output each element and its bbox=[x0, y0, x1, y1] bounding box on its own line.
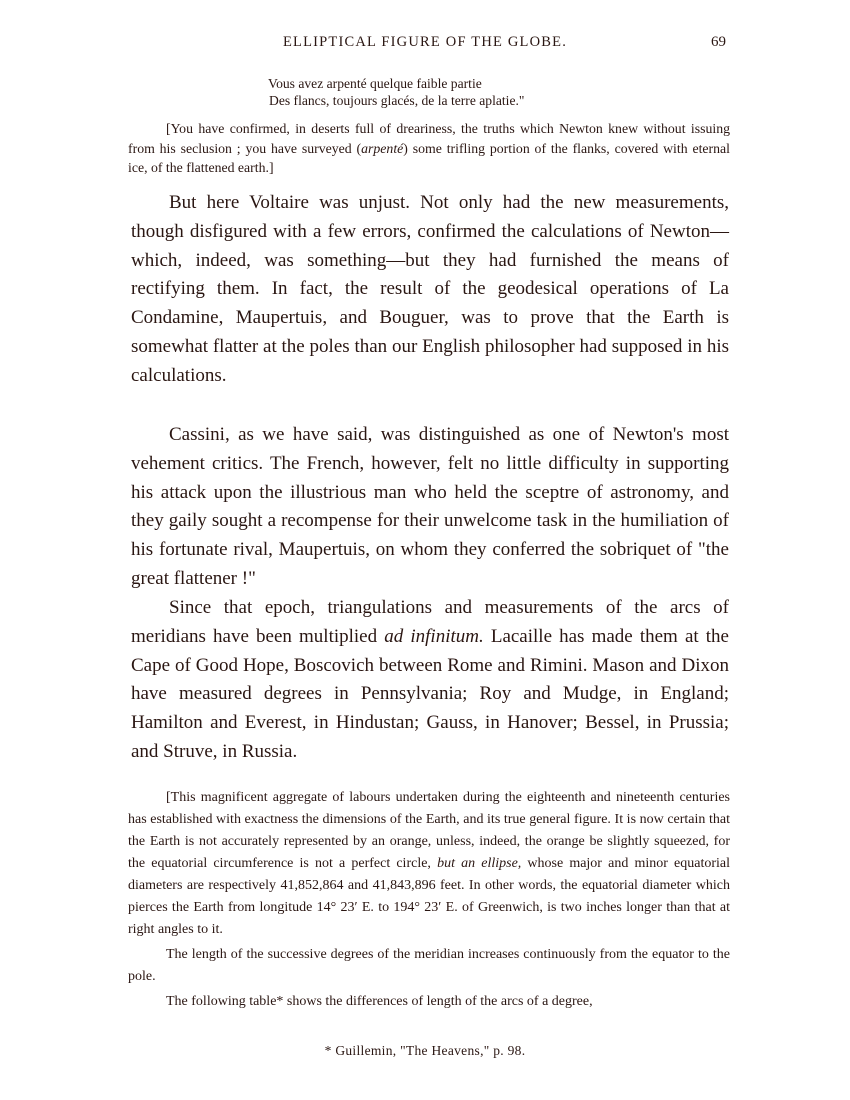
note-italic: arpenté bbox=[361, 140, 404, 156]
note-paragraph: The following table* shows the differences of length of the arcs of a degree, bbox=[166, 994, 593, 1009]
footnote: * Guillemin, "The Heavens," p. 98. bbox=[324, 1043, 526, 1058]
paragraph-text: Cassini, as we have said, was distinguished as one of Newton's most vehement critics. The French, however, felt no little difficulty in supporting his attack upon the illustrious man who held the sceptre of astronomy, and they gaily sought a recompense for their unwelcome task in the humiliation of his fortunate rival, Maupertuis, on whom they conferred the sobriquet of "the great flattener !" bbox=[131, 424, 729, 589]
verse-line: Vous avez arpenté quelque faible partie bbox=[268, 76, 482, 91]
note-paragraph bbox=[128, 787, 730, 941]
verse-quote bbox=[268, 75, 688, 109]
paragraph-text-part: Lacaille has made them at the Cape of Good Hope, Boscovich between Rome and Rimini. Mason and Dixon have measured degrees in Pennsylvania; Roy and Mudge, in England; Hamilton and Everest, in Hindustan; Gauss, in Hanover; Bessel, in Prussia; and Struve, in Russia. bbox=[131, 625, 729, 762]
note-paragraph: The length of the successive degrees of the meridian increases continuously from the equator to the pole. bbox=[128, 947, 730, 984]
paragraph-text-part: Since that epoch, triangulations and measurements of the arcs of meridians have been multiplied bbox=[131, 597, 729, 647]
note-text: [This magnificent aggregate of labours undertaken during the eighteenth and nineteenth centuries has established with exactness the dimensions of the Earth, and its true general figure. It is now certain that the Earth is not accurately represented by an orange, unless, indeed, the orange be slightly squeezed, for the equatorial circumference is not a perfect circle, bbox=[128, 790, 730, 871]
note-text: ) some trifling portion of the flanks, covered with eternal ice, of the flattened earth.] bbox=[128, 140, 730, 175]
running-title: ELLIPTICAL FIGURE OF THE GLOBE. bbox=[282, 34, 568, 50]
running-head bbox=[0, 34, 850, 54]
body-paragraph bbox=[131, 189, 729, 391]
translation-paragraph bbox=[128, 119, 730, 178]
page-number: 69 bbox=[711, 34, 726, 50]
editor-note bbox=[128, 787, 730, 1013]
paragraph-text bbox=[131, 594, 729, 767]
body-paragraph bbox=[131, 421, 729, 594]
note-text: whose major and minor equatorial diameters are respectively 41,852,864 and 41,843,896 feet. In other words, the equatorial diameter which pierces the Earth from longitude 14° 23′ E. to 194° 23′ E. of Greenwich, is two inches longer than that at right angles to it. bbox=[128, 856, 730, 937]
italic-phrase: ad infinitum. bbox=[384, 625, 484, 647]
paragraph-text: But here Voltaire was unjust. Not only had the new measurements, though disfigured with a few errors, confirmed the calculations of Newton—which, indeed, was something—but they had furnished the means of rectifying them. In fact, the result of the geodesical operations of La Condamine, Maupertuis, and Bouguer, was to prove that the Earth is somewhat flatter at the poles than our English philosopher had supposed in his calculations. bbox=[131, 192, 729, 386]
verse-line: Des flancs, toujours glacés, de la terre aplatie." bbox=[269, 93, 525, 108]
translation-note bbox=[128, 119, 730, 178]
note-text: [You have confirmed, in deserts full of dreariness, the truths which Newton knew without issuing from his seclusion ; you have surveyed ( bbox=[128, 121, 730, 156]
body-paragraph bbox=[131, 594, 729, 767]
note-italic: but an ellipse, bbox=[437, 856, 522, 871]
